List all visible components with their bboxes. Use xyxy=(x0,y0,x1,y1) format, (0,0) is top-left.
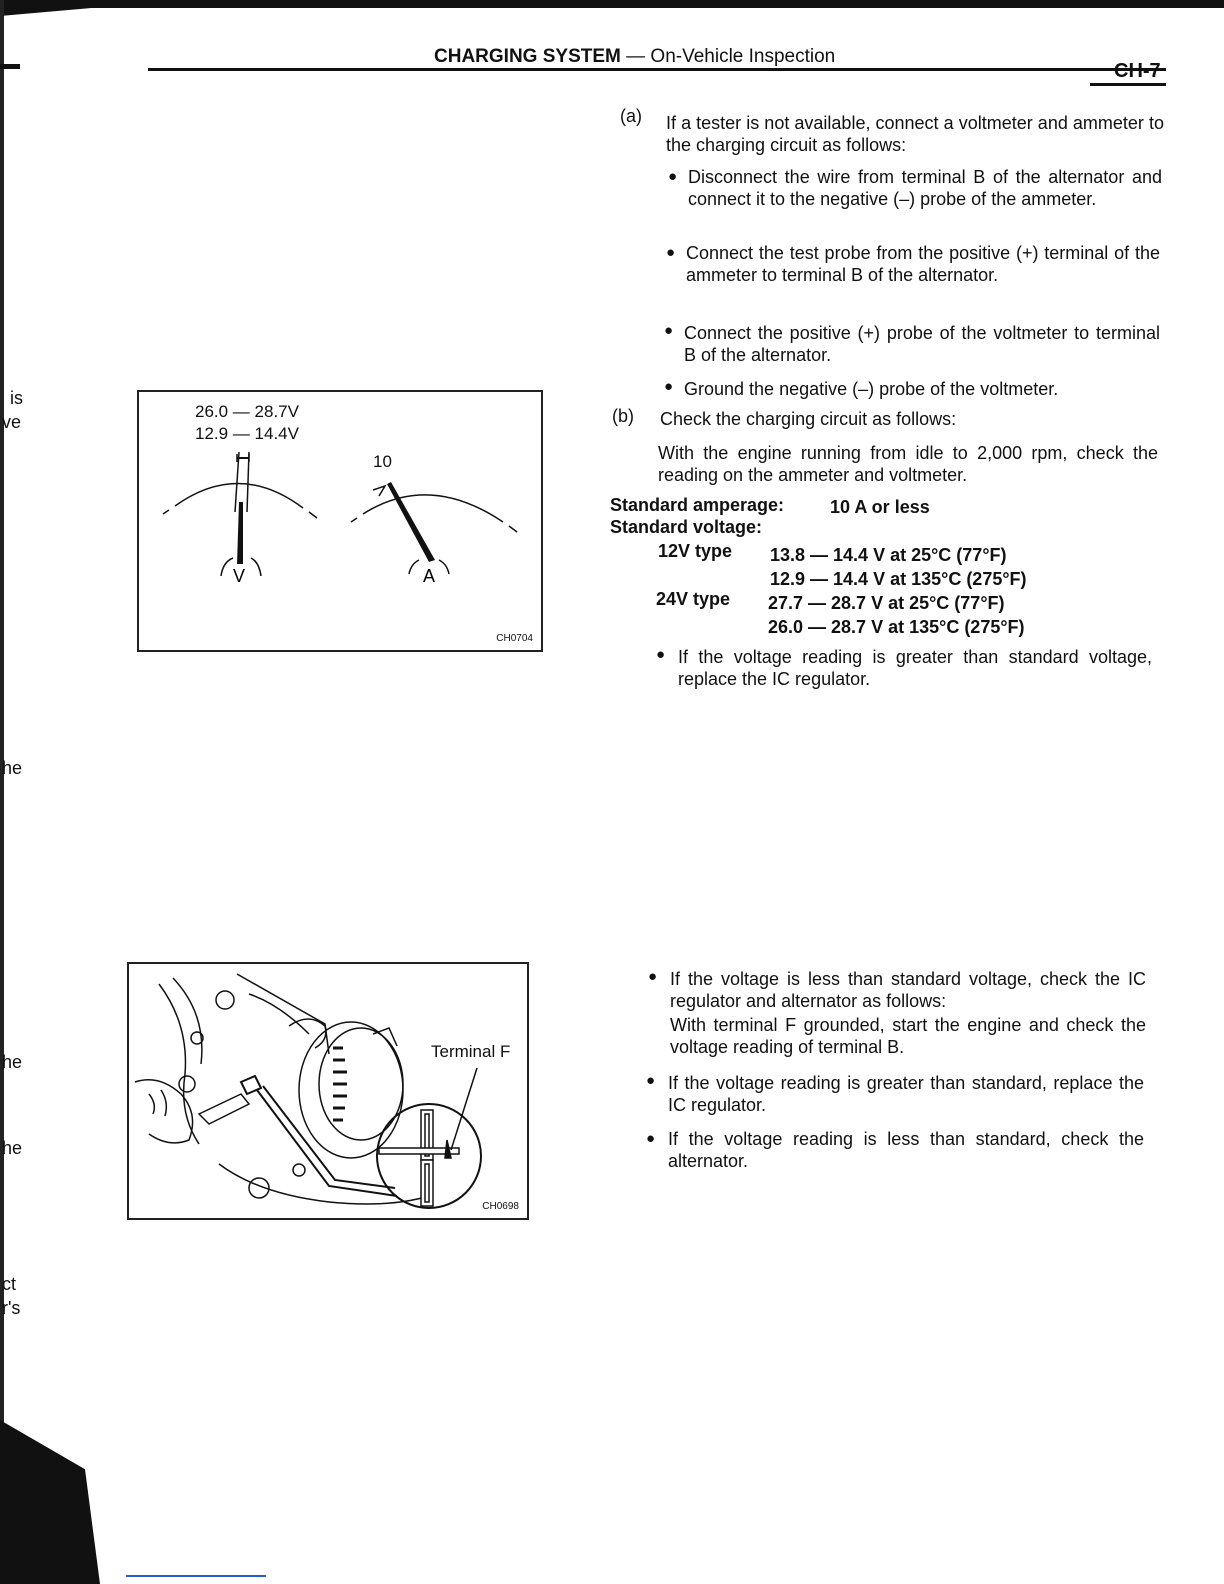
header-rule xyxy=(148,68,1166,71)
meter-figure xyxy=(137,390,543,652)
scan-left-mark xyxy=(0,64,20,69)
header-rule-page xyxy=(1090,83,1166,86)
voltage-range-12v: 12.9 — 14.4V xyxy=(195,424,299,443)
spec-12v-value-1: 13.8 — 14.4 V at 25°C (77°F) xyxy=(770,545,1007,565)
bullet-dot: ● xyxy=(666,244,676,261)
step-b-detail: With the engine running from idle to 2,000 rpm, check the reading on the ammeter and voltmeter. xyxy=(658,443,1158,485)
figure-code: CH0698 xyxy=(482,1201,519,1212)
meter-drawing xyxy=(139,392,541,650)
std-voltage-label: Standard voltage: xyxy=(610,517,763,537)
margin-fragment: he xyxy=(2,1138,23,1158)
step-b-text: Check the charging circuit as follows: xyxy=(660,409,957,429)
margin-fragment: r's xyxy=(2,1298,21,1318)
scan-top-edge xyxy=(0,0,1224,8)
bullet-dot: ● xyxy=(664,378,674,395)
step-a-bullet-3: Connect the positive (+) probe of the voltmeter to terminal B of the alternator. xyxy=(684,323,1160,365)
std-amperage-value: 10 A or less xyxy=(830,497,930,517)
margin-fragment: ve xyxy=(2,412,22,432)
lower-bullet-2: If the voltage reading is greater than standard, replace the IC regulator. xyxy=(668,1073,1144,1115)
step-a-bullet-2: Connect the test probe from the positive (+) terminal of the ammeter to terminal B of the alternator. xyxy=(686,243,1160,285)
ammeter-symbol: A xyxy=(423,566,436,586)
step-b-label: (b) xyxy=(612,406,634,426)
spec-12v-value-2: 12.9 — 14.4 V at 135°C (275°F) xyxy=(770,569,1027,589)
bullet-dot: ● xyxy=(646,1130,656,1147)
std-amperage-label: Standard amperage: xyxy=(610,495,785,515)
bullet-dot: ● xyxy=(648,968,658,985)
alternator-figure xyxy=(127,962,529,1220)
step-a-bullet-1: Disconnect the wire from terminal B of the alternator and connect it to the negative (–) probe of the ammeter. xyxy=(688,167,1162,209)
voltmeter-symbol: V xyxy=(233,566,246,586)
spec-note: If the voltage reading is greater than standard voltage, replace the IC regulator. xyxy=(678,647,1152,689)
step-a-label: (a) xyxy=(620,106,642,126)
margin-fragment: he xyxy=(2,1052,23,1072)
bullet-dot: ● xyxy=(656,646,666,663)
bullet-dot: ● xyxy=(668,168,678,185)
alternator-drawing xyxy=(129,964,527,1218)
scan-corner xyxy=(0,0,110,16)
scan-left-edge xyxy=(0,0,4,1584)
lower-bullet-1: If the voltage is less than standard voltage, check the IC regulator and alternator as follows: xyxy=(670,969,1146,1011)
step-a-bullet-4: Ground the negative (–) probe of the voltmeter. xyxy=(684,379,1059,399)
figure-code: CH0704 xyxy=(496,633,533,644)
margin-fragment: is xyxy=(10,388,23,408)
voltage-range-24v: 26.0 — 28.7V xyxy=(195,402,299,421)
margin-fragment: ct xyxy=(2,1274,17,1294)
scan-binding-shadow xyxy=(0,1420,100,1584)
spec-24v-value-2: 26.0 — 28.7 V at 135°C (275°F) xyxy=(768,617,1025,637)
ammeter-icon xyxy=(351,482,517,574)
voltmeter-icon xyxy=(163,452,317,576)
spec-12v-type: 12V type xyxy=(658,541,733,561)
spec-24v-value-1: 27.7 — 28.7 V at 25°C (77°F) xyxy=(768,593,1005,613)
bullet-dot: ● xyxy=(664,322,674,339)
ammeter-reading: 10 xyxy=(373,452,392,471)
lower-bullet-3: If the voltage reading is less than standard, check the alternator. xyxy=(668,1129,1144,1171)
margin-fragment: he xyxy=(2,758,23,778)
scan-blue-line xyxy=(126,1575,266,1577)
spec-24v-type: 24V type xyxy=(656,589,731,609)
page-title: CHARGING SYSTEM — On-Vehicle Inspection xyxy=(434,46,836,67)
step-a-text: If a tester is not available, connect a voltmeter and ammeter to the charging circuit as follows: xyxy=(666,113,1164,155)
bullet-dot: ● xyxy=(646,1072,656,1089)
lower-bullet-1-detail: With terminal F grounded, start the engine and check the voltage reading of terminal B. xyxy=(670,1015,1146,1057)
terminal-f-label: Terminal F xyxy=(431,1042,511,1061)
alternator-illustration xyxy=(135,974,481,1208)
page-number: CH-7 xyxy=(1114,60,1161,82)
